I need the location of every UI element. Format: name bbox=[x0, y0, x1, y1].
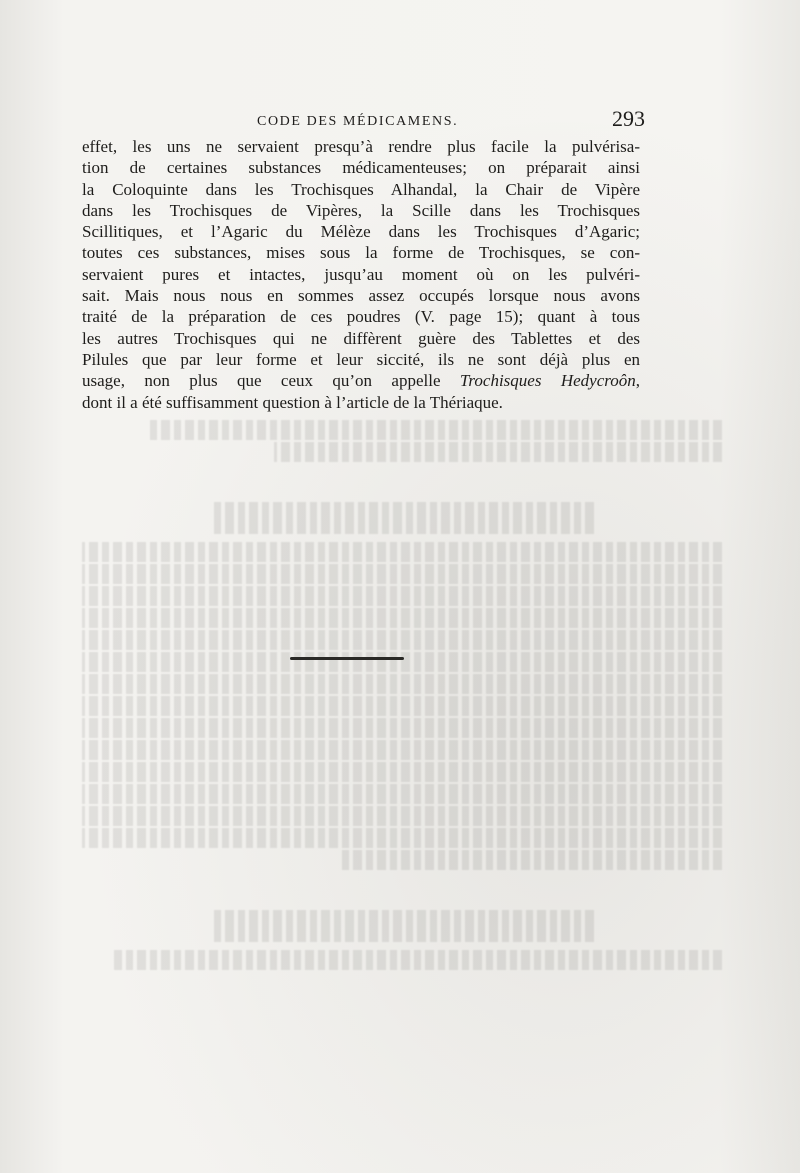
text-line: servaient pures et intactes, jusqu’au moment où on les pulvéri- bbox=[82, 264, 640, 284]
text-line: toutes ces substances, mises sous la forme de Trochisques, se con- bbox=[82, 243, 640, 263]
text-line: tion de certaines substances médicamenteuses; on préparait ainsi bbox=[82, 158, 640, 178]
text-line: Pilules que par leur forme et leur siccité, ils ne sont déjà plus en bbox=[82, 349, 640, 369]
page-number: 293 bbox=[612, 106, 645, 131]
text-line-last: dont il a été suffisamment question à l’article de la Thériaque. bbox=[82, 392, 503, 412]
text-segment: , bbox=[635, 371, 640, 391]
text-line: traité de la préparation de ces poudres (V. page 15); quant à tous bbox=[82, 307, 640, 327]
text-line: sait. Mais nous nous en sommes assez occupés lorsque nous avons bbox=[82, 286, 640, 306]
text-line: effet, les uns ne servaient presqu’à rendre plus facile la pulvérisa- bbox=[82, 137, 640, 156]
text-line: Scillitiques, et l’Agaric du Mélèze dans les Trochisques d’Agaric; bbox=[82, 222, 640, 242]
italic-term: Trochisques Hedycroôn bbox=[459, 371, 636, 391]
text-line bbox=[82, 370, 640, 391]
show-through-text bbox=[82, 420, 722, 980]
section-divider-rule bbox=[290, 657, 404, 660]
text-line: dans les Trochisques de Vipères, la Scille dans les Trochisques bbox=[82, 200, 640, 220]
running-head bbox=[82, 106, 645, 134]
text-line: la Coloquinte dans les Trochisques Alhandal, la Chair de Vipère bbox=[82, 179, 640, 199]
body-paragraph bbox=[82, 136, 640, 413]
running-title: CODE DES MÉDICAMENS. bbox=[257, 114, 459, 129]
text-line: les autres Trochisques qui ne diffèrent guère des Tablettes et des bbox=[82, 328, 640, 348]
text-segment: usage, non plus que ceux qu’on appelle bbox=[82, 371, 441, 391]
